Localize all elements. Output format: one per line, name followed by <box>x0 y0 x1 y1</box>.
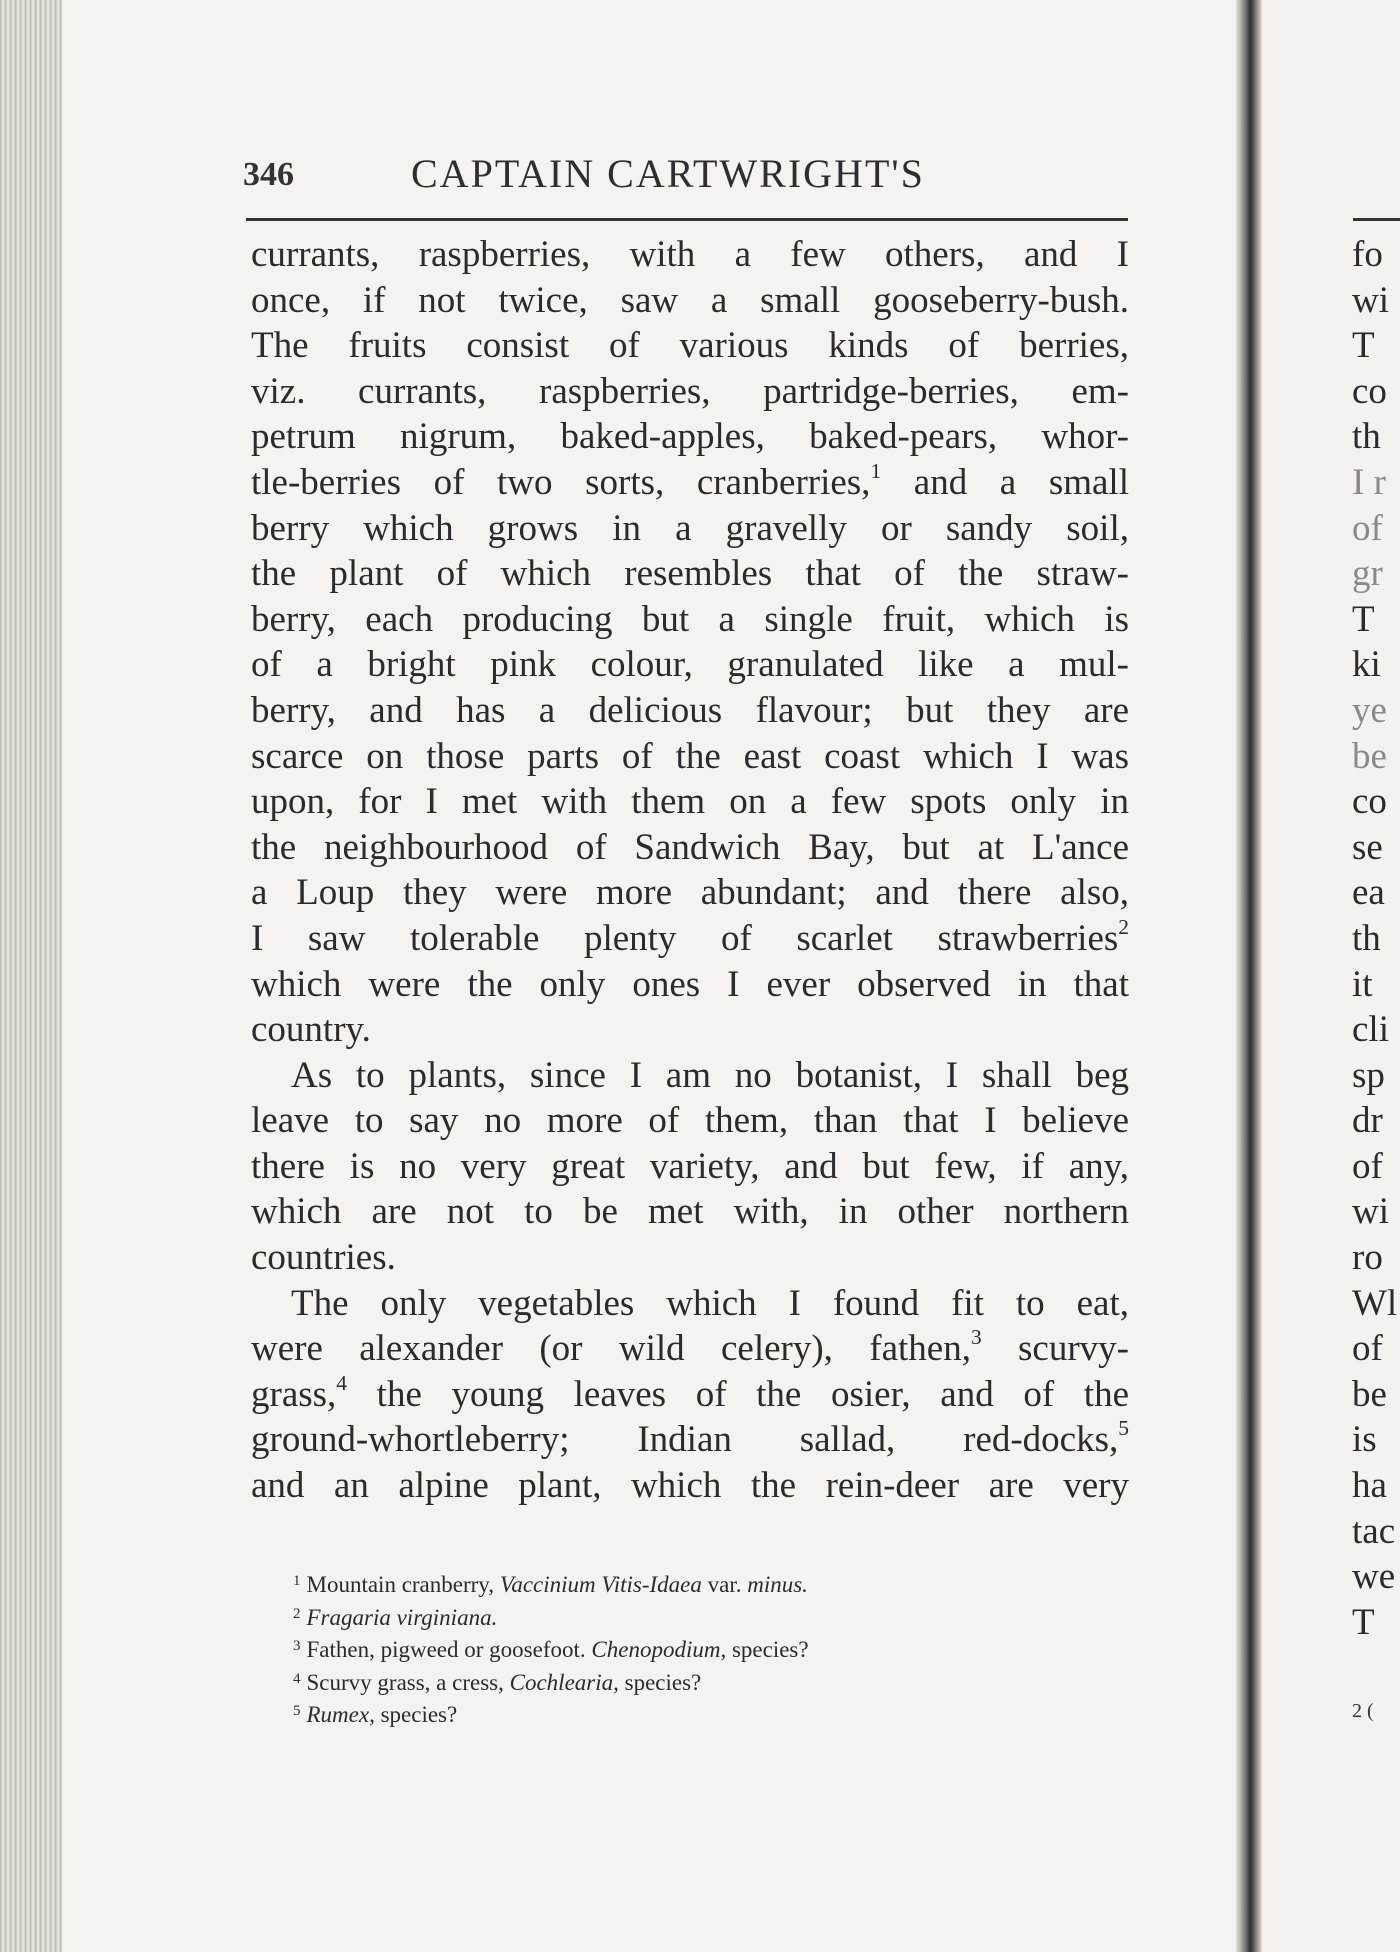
facing-page-fragment: th <box>1352 917 1381 959</box>
text-line: of a bright pink colour, granulated like a mul- <box>251 644 1129 686</box>
facing-page-fragment: se <box>1352 826 1383 868</box>
text-line: petrum nigrum, baked-apples, baked-pears, whor- <box>251 416 1129 458</box>
facing-page-fragment: ye <box>1352 689 1387 731</box>
text-segment: the young leaves of the osier, and of the <box>347 1373 1129 1415</box>
page-number: 346 <box>243 156 294 193</box>
facing-page-fragment: is <box>1352 1419 1377 1461</box>
text-line: The only vegetables which I found fit to eat, <box>291 1282 1129 1324</box>
facing-page-fragment: co <box>1352 781 1387 823</box>
facing-page-fragment: I r <box>1352 461 1386 503</box>
text-segment: scurvy- <box>981 1328 1129 1370</box>
footnote-mark: 2 <box>293 1605 301 1622</box>
facing-page-fragment: of <box>1352 1145 1383 1187</box>
footnote-ref: 4 <box>336 1370 348 1395</box>
facing-page-fragment: be <box>1352 735 1387 777</box>
text-segment: tle-berries of two sorts, cranberries, <box>251 461 871 503</box>
footnote <box>293 1697 1093 1730</box>
facing-page-footnote: 2 ( <box>1352 1700 1374 1722</box>
facing-page-fragment: be <box>1352 1373 1387 1415</box>
footnote-italic: Rumex, <box>306 1702 375 1727</box>
text-segment: were alexander (or wild celery), fathen, <box>251 1328 971 1370</box>
footnote-text: species? <box>618 1669 702 1695</box>
footnote-text: species? <box>726 1637 809 1662</box>
text-line: scarce on those parts of the east coast which I was <box>251 735 1129 777</box>
book-gutter <box>1236 0 1262 1952</box>
footnote-text: species? <box>374 1702 458 1727</box>
text-line: upon, for I met with them on a few spots only in <box>251 781 1129 823</box>
facing-page-rule <box>1353 218 1400 221</box>
text-line: the plant of which resembles that of the straw- <box>251 553 1129 595</box>
facing-page-fragment: cli <box>1352 1009 1389 1051</box>
text-line: berry, each producing but a single fruit, which is <box>251 598 1129 640</box>
page-stack-edge <box>0 0 62 1952</box>
running-title: CAPTAIN CARTWRIGHT'S <box>411 151 925 196</box>
facing-page-fragment: dr <box>1352 1100 1383 1142</box>
text-line <box>251 460 1129 506</box>
text-line <box>251 1417 1129 1463</box>
facing-page-fragment: T <box>1352 598 1375 640</box>
text-segment: I saw tolerable plenty of scarlet strawberries <box>251 917 1119 959</box>
facing-page-fragment: tac <box>1352 1510 1396 1552</box>
footnote-ref: 2 <box>1118 914 1129 939</box>
footnote-mark: 4 <box>293 1670 301 1687</box>
footnotes <box>293 1567 1093 1730</box>
text-segment: grass, <box>251 1373 337 1415</box>
footnote-mark: 1 <box>293 1573 301 1589</box>
footnote-mark: 5 <box>293 1703 301 1719</box>
facing-page-fragment: sp <box>1352 1054 1385 1096</box>
facing-page-fragment: co <box>1352 370 1387 412</box>
text-line: viz. currants, raspberries, partridge-berries, em- <box>251 370 1129 412</box>
text-line: once, if not twice, saw a small gooseberry-bush. <box>251 279 1129 321</box>
facing-page-fragment: T <box>1352 325 1375 367</box>
footnote-italic: Vaccinium Vitis-Idaea <box>499 1572 702 1597</box>
text-line: berry which grows in a gravelly or sandy soil, <box>251 507 1129 549</box>
footnote-text: Fathen, pigweed or goosefoot. <box>306 1637 592 1662</box>
text-line: which are not to be met with, in other northern <box>251 1191 1129 1233</box>
footnote-text: Mountain cranberry, <box>306 1572 500 1597</box>
text-line: berry, and has a delicious flavour; but they are <box>251 689 1129 731</box>
footnote <box>293 1632 1093 1665</box>
footnote-ref: 1 <box>870 458 882 483</box>
running-head <box>243 150 1128 212</box>
header-rule <box>246 218 1128 221</box>
facing-page-fragment: ea <box>1352 872 1385 914</box>
facing-page-fragment: ha <box>1352 1465 1387 1507</box>
facing-page-fragment: wi <box>1352 1191 1389 1233</box>
footnote-italic: Cochlearia, <box>509 1669 619 1695</box>
footnote-ref: 3 <box>970 1325 982 1350</box>
facing-page-fragment: Wl <box>1352 1282 1398 1324</box>
text-line <box>251 1326 1129 1372</box>
text-line: currants, raspberries, with a few others, and I <box>251 234 1129 275</box>
footnote-mark: 3 <box>293 1638 301 1654</box>
facing-page-fragment: gr <box>1352 553 1383 595</box>
facing-page-fragment: of <box>1352 507 1383 549</box>
footnote-italic: minus. <box>747 1572 808 1597</box>
facing-page-fragment: T <box>1352 1601 1375 1643</box>
footnote-text: var. <box>701 1572 748 1597</box>
text-line: country. <box>251 1009 371 1051</box>
text-line <box>251 1372 1129 1418</box>
text-line: a Loup they were more abundant; and there also, <box>251 872 1129 914</box>
facing-page-text <box>1352 232 1400 1645</box>
text-segment: and a small <box>881 461 1129 503</box>
text-line <box>251 916 1129 962</box>
facing-page-fragment: of <box>1352 1328 1383 1370</box>
facing-page-fragment: it <box>1352 963 1373 1005</box>
footnote-ref: 5 <box>1118 1416 1129 1441</box>
text-line: which were the only ones I ever observed in that <box>251 963 1129 1005</box>
text-line: leave to say no more of them, than that I believe <box>251 1100 1129 1142</box>
footnote-italic: Chenopodium, <box>591 1637 727 1662</box>
text-line: there is no very great variety, and but few, if any, <box>251 1145 1129 1187</box>
text-line: As to plants, since I am no botanist, I shall beg <box>291 1054 1129 1096</box>
footnote-text: Scurvy grass, a cress, <box>306 1669 510 1695</box>
footnote <box>293 1567 1093 1600</box>
body-text <box>251 232 1129 1509</box>
facing-page-fragment: wi <box>1352 279 1389 321</box>
facing-page-fragment: ro <box>1352 1237 1383 1279</box>
footnote <box>293 1665 1093 1698</box>
text-line: the neighbourhood of Sandwich Bay, but at L'ance <box>251 826 1129 868</box>
facing-page-fragment: fo <box>1352 234 1383 275</box>
text-segment: ground-whortleberry; Indian sallad, red-docks, <box>251 1419 1119 1461</box>
footnote-italic: Fragaria virginiana. <box>306 1604 498 1630</box>
facing-page-fragment: we <box>1352 1556 1396 1598</box>
facing-page-fragment: th <box>1352 416 1381 458</box>
text-line: and an alpine plant, which the rein-deer are very <box>251 1465 1129 1507</box>
text-line: countries. <box>251 1237 396 1279</box>
footnote <box>293 1600 1093 1633</box>
facing-page-fragment: ki <box>1352 644 1381 686</box>
text-line: The fruits consist of various kinds of berries, <box>251 325 1129 367</box>
